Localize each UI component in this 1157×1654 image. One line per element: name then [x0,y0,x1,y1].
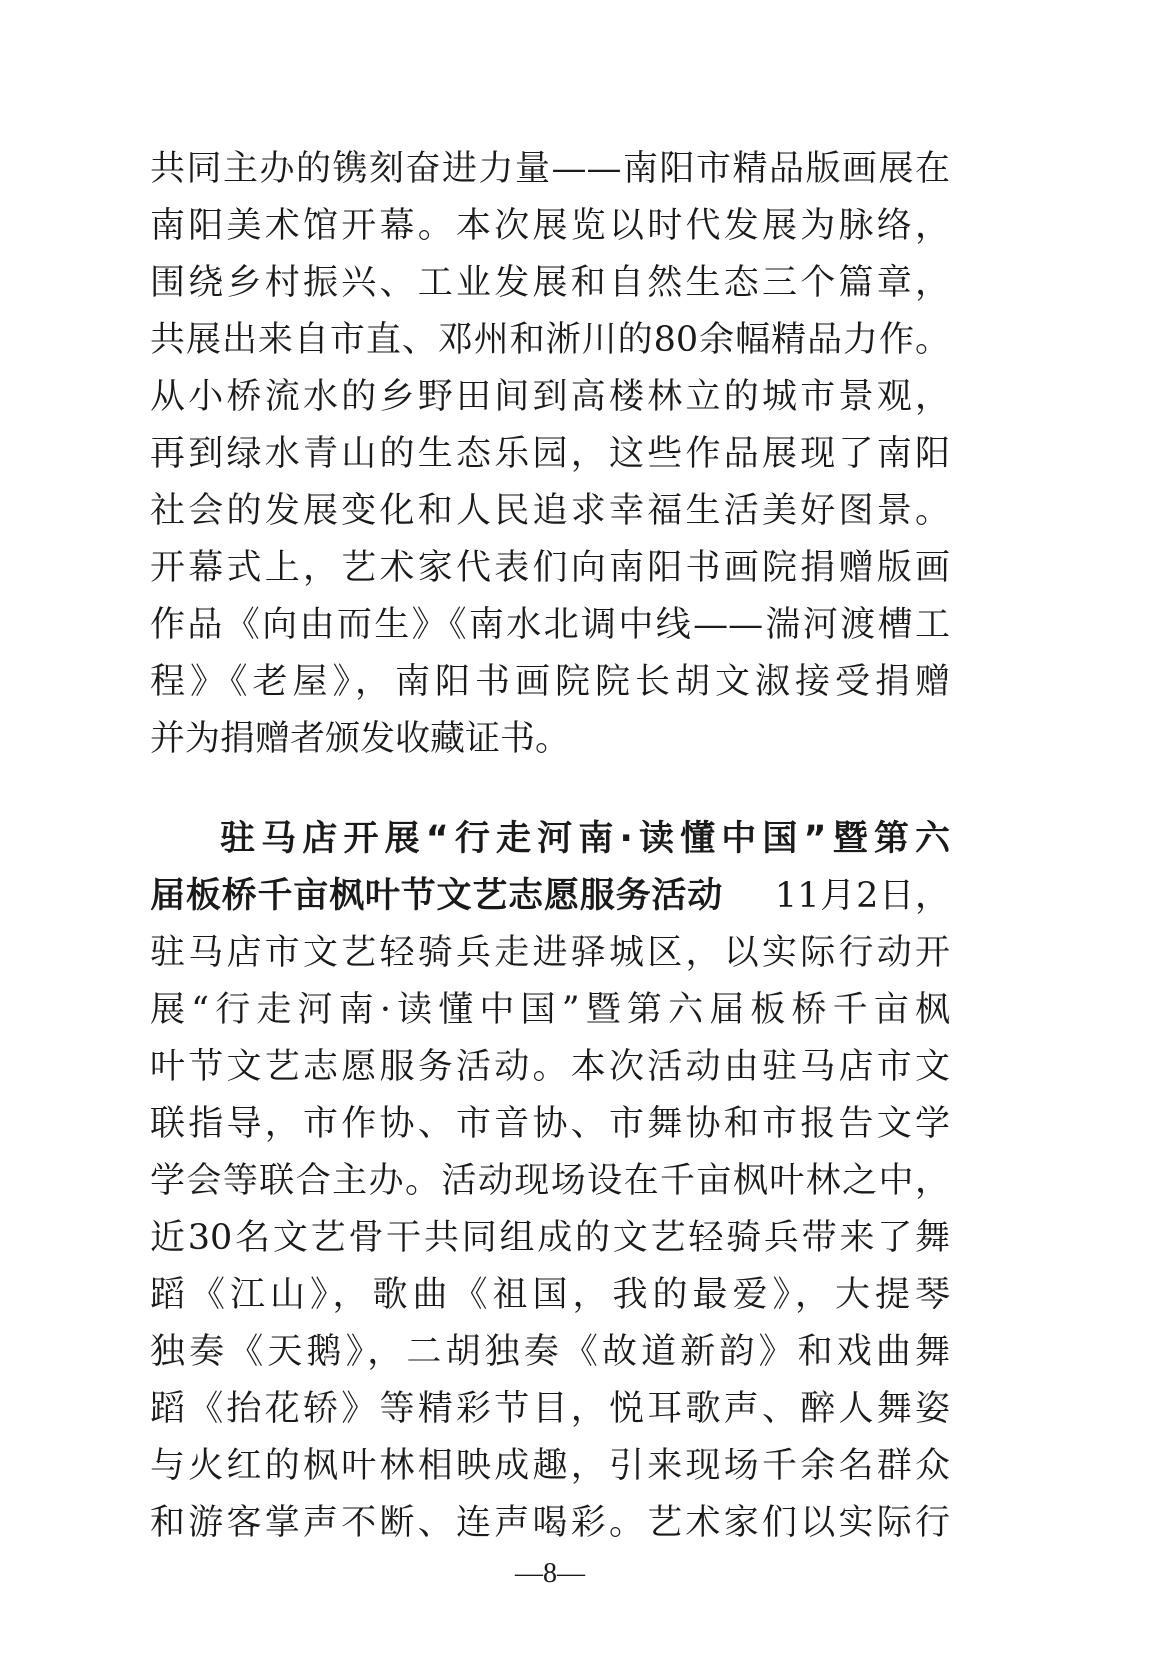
event-date: 11月2日， [774,876,950,916]
paragraph-line: 作品《向由而生》《南水北调中线——湍河渡槽工 [150,605,950,645]
section-heading-continued: 届板桥千亩枫叶节文艺志愿服务活动 [150,876,724,916]
paragraph-line: 程》《老屋》，南阳书画院院长胡文淑接受捐赠 [150,662,950,702]
paragraph-line: 并为捐赠者颁发收藏证书。 [150,719,571,759]
paragraph-line: 南阳美术馆开幕。本次展览以时代发展为脉络， [150,206,950,246]
paragraph-line: 社会的发展变化和人民追求幸福生活美好图景。 [150,491,950,531]
section-heading-line2 [150,870,950,922]
page-number: —8— [515,1558,585,1589]
paragraph-line: 蹈《抬花轿》等精彩节目，悦耳歌声、醉人舞姿 [150,1389,950,1429]
paragraph-line: 围绕乡村振兴、工业发展和自然生态三个篇章， [150,263,950,303]
paragraph-line: 独奏《天鹅》，二胡独奏《故道新韵》和戏曲舞 [150,1332,950,1372]
section-heading: 驻马店开展“行走河南·读懂中国”暨第六 [220,819,950,859]
paragraph-line: 与火红的枫叶林相映成趣，引来现场千余名群众 [150,1446,950,1486]
paragraph-line: 学会等联合主办。活动现场设在千亩枫叶林之中， [150,1161,950,1201]
paragraph-line: 叶节文艺志愿服务活动。本次活动由驻马店市文 [150,1047,950,1087]
paragraph-line: 联指导，市作协、市音协、市舞协和市报告文学 [150,1104,950,1144]
paragraph-line: 和游客掌声不断、连声喝彩。艺术家们以实际行 [150,1503,950,1543]
paragraph-line: 近30名文艺骨干共同组成的文艺轻骑兵带来了舞 [150,1218,950,1258]
paragraph-line: 开幕式上，艺术家代表们向南阳书画院捐赠版画 [150,548,950,588]
paragraph-line: 从小桥流水的乡野田间到高楼林立的城市景观， [150,377,950,417]
paragraph-line: 再到绿水青山的生态乐园，这些作品展现了南阳 [150,434,950,474]
paragraph-line: 共同主办的镌刻奋进力量——南阳市精品版画展在 [150,149,950,189]
paragraph-line: 共展出来自市直、邓州和淅川的80余幅精品力作。 [150,320,950,360]
paragraph-line: 蹈《江山》，歌曲《祖国，我的最爱》，大提琴 [150,1275,950,1315]
paragraph-line: 驻马店市文艺轻骑兵走进驿城区，以实际行动开 [150,933,950,973]
paragraph-line: 展“行走河南·读懂中国”暨第六届板桥千亩枫 [150,990,950,1030]
